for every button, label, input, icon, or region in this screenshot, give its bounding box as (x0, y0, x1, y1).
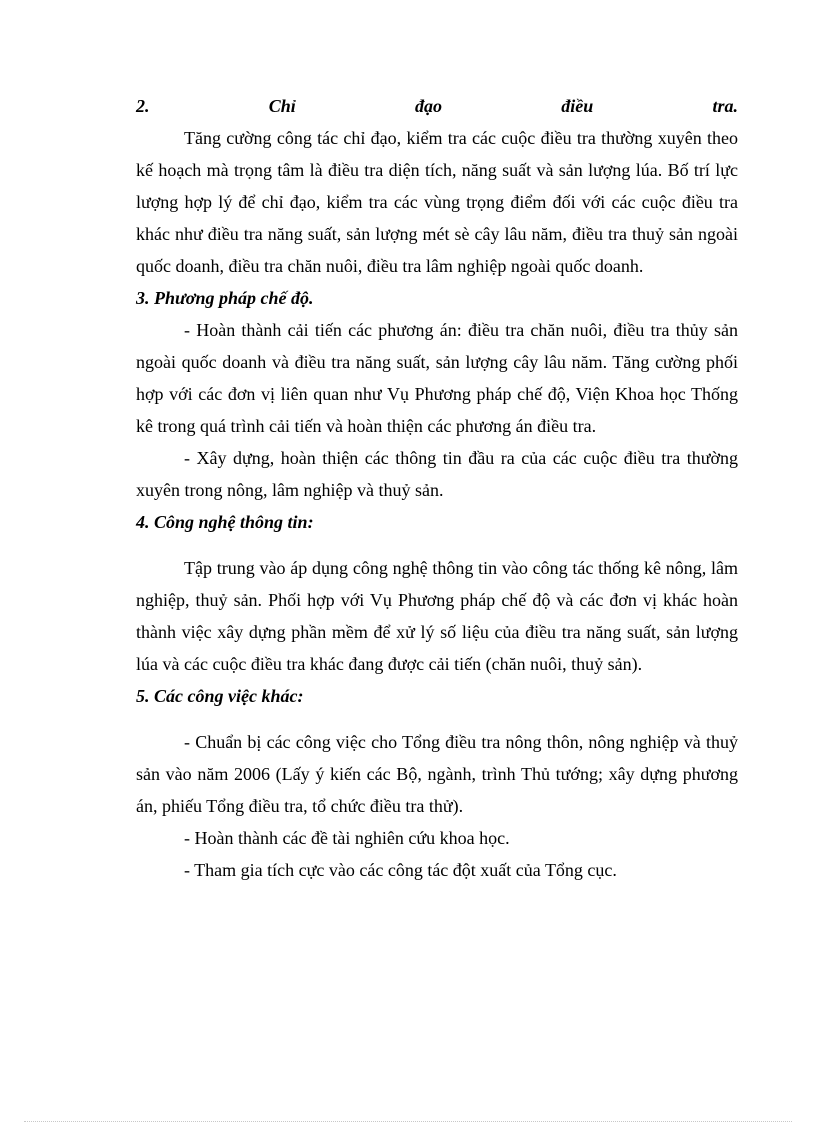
section-3-heading: 3. Phương pháp chế độ. (136, 288, 314, 308)
section-5-item: - Tham gia tích cực vào các công tác đột xuất của Tổng cục. (184, 860, 617, 880)
page-bottom-divider (24, 1121, 792, 1122)
document-body (136, 90, 738, 886)
section-2-paragraph: Tăng cường công tác chỉ đạo, kiểm tra các cuộc điều tra thường xuyên theo kế hoạch mà trọng tâm là điều tra diện tích, năng suất và sản lượng lúa. Bố trí lực lượng hợp lý để chỉ đạo, kiểm tra các vùng trọng điểm đối với các cuộc điều tra khác như điều tra năng suất, sản lượng mét sè cây lâu năm, điều tra thuỷ sản ngoài quốc doanh, điều tra chăn nuôi, điều tra lâm nghiệp ngoài quốc doanh. (136, 128, 738, 276)
section-2-heading-word: đạo (415, 96, 442, 116)
section-5-heading: 5. Các công việc khác: (136, 686, 304, 706)
section-2-heading-word: điều (561, 96, 594, 116)
section-2-heading (136, 90, 738, 122)
section-3-item: - Xây dựng, hoàn thiện các thông tin đầu ra của các cuộc điều tra thường xuyên trong nông, lâm nghiệp và thuỷ sản. (136, 448, 738, 500)
section-2-heading-word: tra. (712, 96, 738, 116)
section-5-item: - Chuẩn bị các công việc cho Tổng điều tra nông thôn, nông nghiệp và thuỷ sản vào năm 2006 (Lấy ý kiến các Bộ, ngành, trình Thủ tướng; xây dựng phương án, phiếu Tổng điều tra, tổ chức điều tra thử). (136, 732, 738, 816)
section-4-heading: 4. Công nghệ thông tin: (136, 512, 314, 532)
section-2-heading-word: Chỉ (268, 96, 296, 116)
section-3-item: - Hoàn thành cải tiến các phương án: điều tra chăn nuôi, điều tra thủy sản ngoài quốc doanh và điều tra năng suất, sản lượng cây lâu năm. Tăng cường phối hợp với các đơn vị liên quan như Vụ Phương pháp chế độ, Viện Khoa học Thống kê trong quá trình cải tiến và hoàn thiện các phương án điều tra. (136, 320, 738, 436)
section-2-heading-word: 2. (136, 96, 150, 116)
section-4-paragraph: Tập trung vào áp dụng công nghệ thông tin vào công tác thống kê nông, lâm nghiệp, thuỷ sản. Phối hợp với Vụ Phương pháp chế độ và các đơn vị khác hoàn thành việc xây dựng phần mềm để xử lý số liệu của điều tra năng suất, sản lượng lúa và các cuộc điều tra khác đang được cải tiến (chăn nuôi, thuỷ sản). (136, 558, 738, 674)
section-5-item: - Hoàn thành các đề tài nghiên cứu khoa học. (184, 828, 510, 848)
